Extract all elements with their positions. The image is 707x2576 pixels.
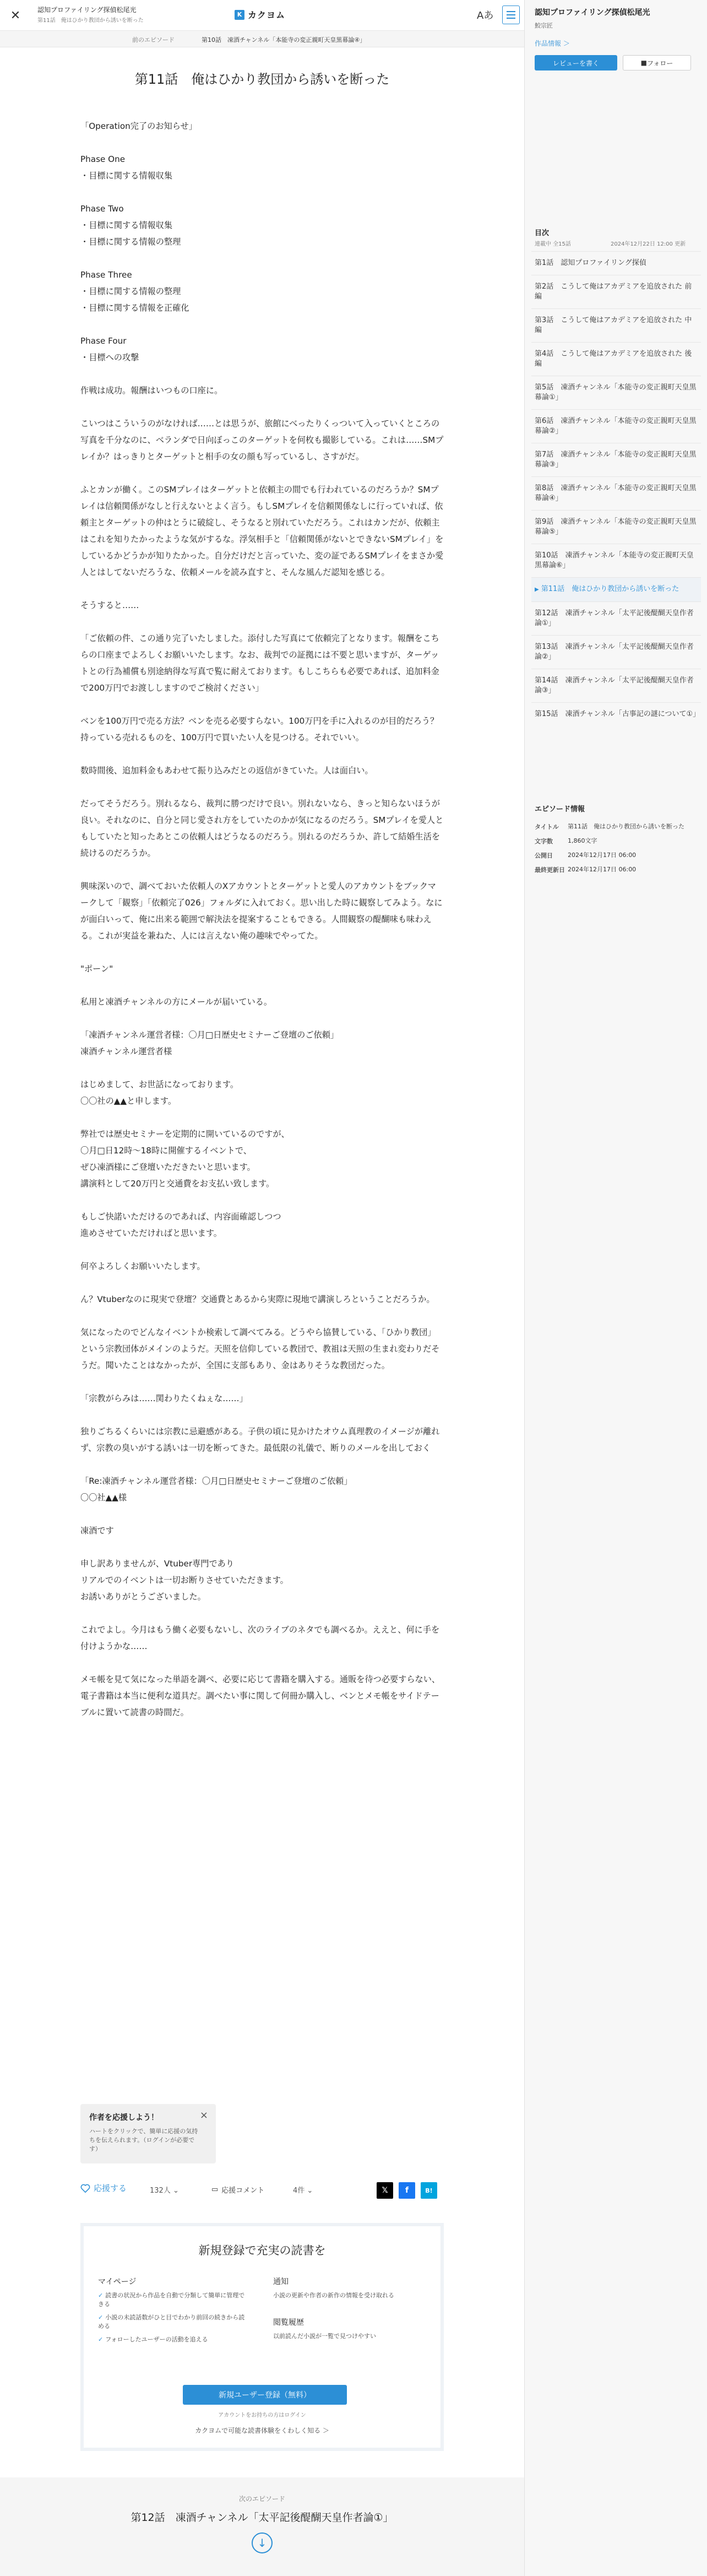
toc-item[interactable] [531,601,701,635]
body-paragraph: ベンを100万円で売る方法？ベンを売る必要すらない。100万円を手に入れるのが目的だろう？持っている売れるものを、100万円で買いたい人を見つける。それでいい。 [80,716,439,742]
arrow-down-icon[interactable]: ↓ [252,2532,273,2553]
toc-count: 連載中 全15話 [535,241,571,247]
toc-item-label: 第3話 こうして俺はアカデミアを追放された 中編 [535,316,692,334]
comment-count[interactable]: 4件 ⌄ [293,2187,313,2195]
body-paragraph: 興味深いので、調べておいた依頼人のXアカウントとターゲットと愛人のアカウントをブックマークして「観察」「依頼完了026」フォルダに入れておく。思い出した時に観察してみよう。なにが面白いって、俺に出来る範囲で解決法を提案することもできる。人間観察の醍醐味も味わえる。これが実益を兼ねた、人には言えない俺の趣味でやってた。 [80,881,443,941]
toc-item[interactable] [531,702,701,726]
toc-item[interactable] [531,476,701,510]
toc-item[interactable] [531,409,701,443]
support-description: ハートをクリックで、簡単に応援の気持ちを伝えられます。（ログインが必要です） [89,2128,198,2152]
follow-button[interactable]: ■ フォロー [623,55,691,70]
episode-info-key: 公開日 [535,852,553,859]
check-icon: ✓ [98,2314,104,2321]
toc-item[interactable] [531,342,701,376]
toc-item[interactable] [531,510,701,544]
logo-mark-icon: K [235,10,244,20]
body-paragraph: 気になったのでどんなイベントか検索して調べてみる。どうやら協賛している、「ひかり教団」という宗教団体がメインのようだ。天照を信仰している教団で、教祖は天照の生まれ変わりだそうだ。聞いたことはなかったが、全国に支部もあり、金はありそうな教団だった。 [80,1327,440,1370]
reaction-row [80,2182,444,2199]
episode-info-row [535,820,698,834]
close-button[interactable] [8,8,23,23]
body-paragraph: Phase Two ・目標に関する情報収集 ・目標に関する情報の整理 [80,204,181,247]
sidebar [524,0,707,2576]
episode-info-key: 文字数 [535,838,553,845]
feature-item: ✓ 小説の未読話数がひと目でわかり前回の続きから読める [98,2314,245,2330]
toc-item[interactable] [531,308,701,342]
body-paragraph: 何卒よろしくお願いいたします。 [80,1261,205,1271]
episode-info-value: 2024年12月17日 06:00 [568,852,637,859]
menu-icon-bar [507,11,515,12]
toc-item-label: 第10話 凍酒チャンネル「本能寺の変正親町天皇黒幕論⑥」 [535,551,694,570]
body-paragraph: 弊社では歴史セミナーを定期的に開いているのですが、 〇月□日12時〜18時に開催するイベントで、 ぜひ凍酒様にご登壇いただきたいと思います。 講演料として20万円と交通費をお支払い致します。 [80,1129,290,1189]
share-hatena-icon[interactable]: B! [421,2182,437,2199]
feature-item: ✓ 読書の状況から作品を自動で分類して簡単に管理できる [98,2292,245,2308]
kakuyomu-logo[interactable] [235,8,285,21]
episode-info-key: タイトル [535,823,559,831]
episode-info-value: 1,860文字 [568,837,597,844]
top-header [0,0,524,31]
feature-item: ✓ フォローしたユーザーの活動を追える [98,2336,208,2343]
learn-more-link[interactable]: カクヨムで可能な読書体験をくわしく知る ＞ [195,2427,329,2434]
body-paragraph: 「凍酒チャンネル運営者様：〇月□日歴史セミナーご登壇のご依頼」 凍酒チャンネル運営者様 [80,1030,339,1056]
body-paragraph: 作戦は成功。報酬はいつもの口座に。 [80,386,223,395]
body-paragraph: "ポーン" [80,964,113,974]
sidebar-work-title[interactable]: 認知プロファイリング探偵松尾光 [535,8,650,17]
toc-item[interactable] [531,251,701,275]
feature-item: 以前読んだ小説が一覧で見つけやすい [273,2333,376,2340]
body-paragraph: 申し訳ありませんが、Vtuber専門であり リアルでのイベントは一切お断りさせていただきます。 お誘いありがとうございました。 [80,1559,289,1602]
chevron-down-icon: ⌄ [172,2187,179,2195]
prev-episode-link[interactable]: 前のエピソード [132,36,175,44]
logo-text: カクヨム [248,10,286,20]
comment-button[interactable] [211,2184,264,2195]
episode-info-table [535,820,698,877]
signup-button[interactable]: 新規ユーザー登録（無料） [183,2385,347,2405]
notification-heading: 通知 [273,2277,289,2286]
body-paragraph: 私用と凍酒チャンネルの方にメールが届いている。 [80,997,273,1007]
toc-item-label: 第6話 凍酒チャンネル「本能寺の変正親町天皇黒幕論②」 [535,417,697,435]
toc-list [531,251,701,726]
share-facebook-icon[interactable]: f [399,2182,415,2199]
current-marker-icon: ▶ [535,587,539,593]
toc-heading: 目次 [535,229,550,237]
body-paragraph: 「Re:凍酒チャンネル運営者様：〇月□日歴史セミナーご登壇のご依頼」 〇〇社▲▲様 [80,1476,352,1503]
toc-item-label: 第1話 認知プロファイリング探偵 [535,259,646,267]
episode-info-value: 第11話 俺はひかり教団から誘いを断った [568,823,684,830]
toc-item-label: 第2話 こうして俺はアカデミアを追放された 前編 [535,283,692,301]
body-paragraph: こいつはこういうのがなければ……とは思うが、旅館にべったりくっついて入っていくところの写真を千分なのに、ベランダで日向ぼっこのターゲットを何枚も撮影している。これは……SMプレイか？はっきりとターゲットと相手の女の顔も写っているし、さすがだ。 [80,419,444,462]
episode-info-key: 最終更新日 [535,866,565,874]
episode-nav-bar [0,31,524,47]
body-paragraph: 独りごちるくらいには宗教に忌避感がある。子供の頃に見かけたオウム真理教のイメージが離れず、宗教の臭いがする誘いは一切を断ってきた。最低限の礼儀で、断りのメールを出しておく [80,1427,440,1453]
toc-updated: 2024年12月22日 12:00 更新 [611,241,686,247]
body-paragraph: Phase Four ・目標への攻撃 [80,336,139,362]
body-paragraph: はじめまして、お世話になっております。 〇〇社の▲▲と申します。 [80,1080,239,1106]
toc-item[interactable] [531,544,701,577]
menu-button[interactable] [502,6,520,24]
check-icon: ✓ [98,2336,104,2343]
cheer-label: 応援する [94,2183,127,2193]
sidebar-author[interactable]: 鮫宗匠 [535,22,553,29]
menu-icon-bar [507,14,515,15]
toc-item-label: 第7話 凍酒チャンネル「本能寺の変正親町天皇黒幕論③」 [535,451,697,469]
mypage-heading: マイページ [98,2277,137,2286]
toc-item-label: 第5話 凍酒チャンネル「本能寺の変正親町天皇黒幕論①」 [535,383,697,402]
episode-info-heading: エピソード情報 [535,805,585,814]
close-icon[interactable]: × [199,2109,208,2121]
toc-item[interactable] [531,669,701,702]
toc-item[interactable] [531,275,701,308]
support-title: 作者を応援しよう！ [89,2113,159,2122]
share-x-icon[interactable]: 𝕏 [377,2182,393,2199]
cheer-count[interactable]: 132人 ⌄ [150,2187,179,2195]
body-paragraph: ふとカンが働く。このSMプレイはターゲットと依頼主の間でも行われているのだろうか？SMプレイは信頼関係がなしと行えないとよく言う。もしSMプレイを信頼関係なしに行っていれば、依頼主とターゲットの仲はとうに破綻し、そうなると別れていただろう。これはカンだが、依頼主はこれを知りたかったような気がするな。浮気相手と「信頼関係がないとできないSMプレイ」をしているかどうかが知りたかった。自分だけだと言っていた、変の証であるSMプレイをまさか愛人とはしてないだろうな、依頼メールを読み直すと、そんな風んだ認知を感じる。 [80,485,444,577]
body-paragraph: 「ご依頼の件、この通り完了いたしました。添付した写真にて依頼完了となります。報酬をこちらの口座までよろしくお願いいたします。なお、裁判での証拠には不要と思いますが、ターゲットとの行為補償も別途納得な写真で覧に耐えております。もしこちらも必要であれば、追加料金で200万円でお渡ししますのでご検討ください」 [80,633,439,693]
episode-body [80,118,444,1737]
menu-icon-bar [507,18,515,19]
body-paragraph: Phase Three ・目標に関する情報の整理 ・目標に関する情報を正確化 [80,270,189,313]
toc-item-label: 第14話 凍酒チャンネル「太平記後醍醐天皇作者論③」 [535,676,694,695]
body-paragraph: 数時間後、追加料金もあわせて振り込みだとの返信がきていた。人は面白い。 [80,766,373,775]
toc-item[interactable] [531,635,701,669]
body-paragraph: 「宗教がらみは……関わりたくねぇな……」 [80,1393,248,1403]
body-paragraph: だってそうだろう。別れるなら、裁判に勝つだけで良い。別れないなら、きっと知らないほうが良い。それなのに、自分と同じ愛され方をしていたのかが気になるのだろう。SMプレイを愛人ともしていたと知ったあとこの依頼人はどうなるのだろう。別れるのだろうか、許して結婚生活を続けるのだろうか。 [80,799,444,858]
support-author-box [80,2104,216,2163]
comment-icon: ▭ [211,2185,219,2194]
check-icon: ✓ [98,2292,104,2299]
login-link[interactable]: アカウントをお持ちの方はログイン [218,2412,306,2418]
body-paragraph: Phase One ・目標に関する情報収集 [80,154,173,181]
history-heading: 閲覧履歴 [273,2318,304,2327]
next-episode-label: 次のエピソード [238,2495,285,2503]
body-paragraph: これでよし。今月はもう働く必要もないし、次のライブのネタでも調べるか。ええと、何に手を付けようかな…… [80,1625,440,1651]
body-paragraph: 凍酒です [80,1526,114,1536]
episode-info-value: 2024年12月17日 06:00 [568,866,637,873]
next-episode-link[interactable]: 第12話 凍酒チャンネル「太平記後醍醐天皇作者論①」 [130,2512,394,2524]
write-review-button[interactable]: レビューを書く [535,55,617,70]
toc-item[interactable] [531,376,701,409]
heart-icon [80,2184,90,2193]
episode-info-row [535,863,698,877]
episode-info-row [535,834,698,848]
episode-title: 第11話 俺はひかり教団から誘いを断った [134,72,390,87]
toc-item-label: 第13話 凍酒チャンネル「太平記後醍醐天皇作者論②」 [535,643,694,661]
close-icon: ✕ [10,8,21,23]
toc-item-label: 第4話 こうして俺はアカデミアを追放された 後編 [535,350,692,368]
feature-item: 小説の更新や作者の新作の情報を受け取れる [273,2292,394,2299]
cheer-button[interactable] [80,2182,127,2194]
toc-item[interactable] [531,443,701,476]
body-paragraph: 「Operation完了のお知らせ」 [80,121,197,131]
toc-item-label: 第9話 凍酒チャンネル「本能寺の変正親町天皇黒幕論⑤」 [535,518,697,536]
font-settings-button[interactable]: Aあ [477,10,494,21]
header-work-title[interactable]: 認知プロファイリング探偵松尾光 [37,6,137,14]
work-info-link[interactable]: 作品情報 ＞ [535,40,570,47]
toc-item-label: 第15話 凍酒チャンネル「古事記の謎について①」 [535,710,700,718]
toc-item[interactable] [531,577,701,601]
next-episode-footer [0,2477,524,2576]
body-paragraph: もしご快諾いただけるのであれば、内容面確認しつつ 進めさせていただければと思います。 [80,1212,281,1238]
body-paragraph: ん？Vtuberなのに現実で登壇？交通費とあるから実際に現地で講演しろということだろうか。 [80,1294,435,1304]
body-paragraph: メモ帳を見て気になった単語を調べ、必要に応じて書籍を購入する。通販を待つ必要すらない、電子書籍は本当に便利な道具だ。調べたい事に関して何冊か購入し、ベンとメモ帳をサイドテーブルに置いて読書の時間だ。 [80,1674,440,1717]
toc-item-label: 第8話 凍酒チャンネル「本能寺の変正親町天皇黒幕論④」 [535,484,697,502]
bookmark-icon: ■ [640,59,647,67]
comment-label: 応援コメント [221,2187,265,2195]
episode-info-row [535,848,698,863]
body-paragraph: そうすると…… [80,600,139,610]
chevron-down-icon: ⌄ [307,2187,313,2195]
breadcrumb-episode[interactable]: 第10話 凍酒チャンネル「本能寺の変正親町天皇黒幕論④」 [202,36,366,44]
signup-title: 新規登録で充実の読書を [198,2244,326,2257]
signup-promo-box [80,2223,444,2451]
toc-item-label: 第12話 凍酒チャンネル「太平記後醍醐天皇作者論①」 [535,609,694,627]
toc-item-label: 第11話 俺はひかり教団から誘いを断った [541,585,679,593]
header-episode-title: 第11話 俺はひかり教団から誘いを断った [37,18,144,24]
